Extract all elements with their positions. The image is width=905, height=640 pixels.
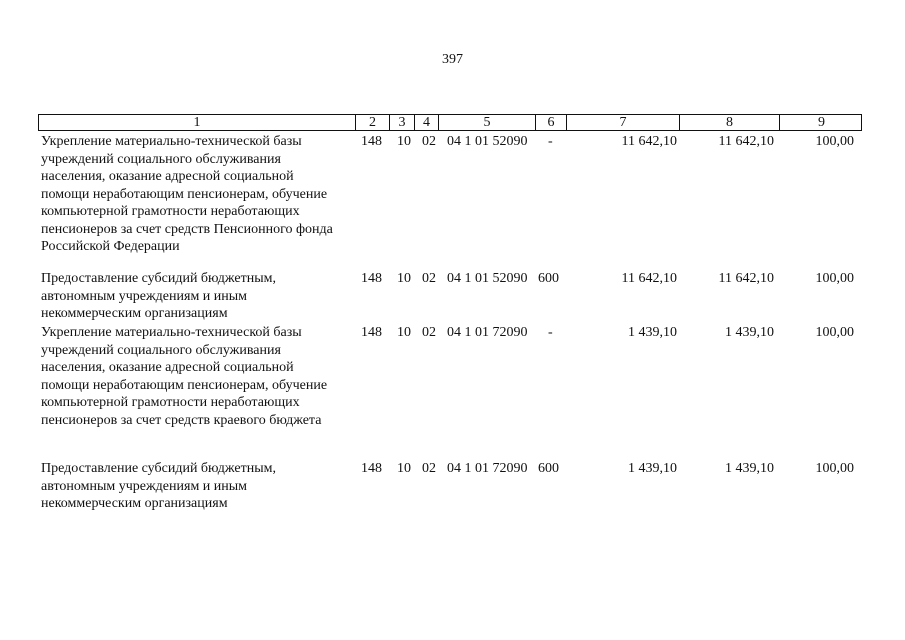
cell-col-9: 100,00 [815,134,854,149]
header-col-8: 8 [680,115,780,130]
row-description [41,133,361,256]
cell-col-9: 100,00 [815,461,854,476]
cell-col-7: 1 439,10 [628,461,677,476]
cell-col-8: 1 439,10 [725,325,774,340]
description-line: автономным учреждениям и иным [41,288,248,304]
cell-col-6: - [548,134,553,149]
cell-col-3: 10 [397,134,411,149]
table-header [38,114,862,131]
cell-col-9: 100,00 [815,325,854,340]
cell-col-2: 148 [361,461,382,476]
page-number: 397 [442,52,463,67]
cell-col-8: 11 642,10 [718,134,774,149]
header-col-5: 5 [439,115,536,130]
row-description [41,324,361,429]
cell-col-5: 04 1 01 52090 [447,271,528,286]
description-line: компьютерной грамотности неработающих [41,395,300,410]
header-col-6: 6 [536,115,567,130]
cell-col-4: 02 [422,271,436,286]
cell-col-6: 600 [538,271,559,286]
description-line: Укрепление материально-технической базы [41,134,302,149]
description-line: Укрепление материально-технической базы [41,325,302,340]
header-col-4: 4 [415,115,439,130]
description-line: некоммерческим организациям [41,306,228,321]
cell-col-6: 600 [538,461,559,476]
cell-col-4: 02 [422,134,436,149]
description-line: пенсионеров за счет средств краевого бюджета [41,412,322,428]
header-col-3: 3 [390,115,415,130]
header-col-7: 7 [567,115,680,130]
cell-col-7: 11 642,10 [621,134,677,149]
row-description [41,460,361,513]
description-line: пенсионеров за счет средств Пенсионного фонда [41,221,333,237]
cell-col-3: 10 [397,461,411,476]
cell-col-8: 1 439,10 [725,461,774,476]
cell-col-5: 04 1 01 52090 [447,134,528,149]
description-line: учреждений социального обслуживания [41,342,281,358]
cell-col-2: 148 [361,325,382,340]
description-line: автономным учреждениям и иным [41,478,248,494]
description-line: некоммерческим организациям [41,496,228,511]
cell-col-3: 10 [397,271,411,286]
description-line: учреждений социального обслуживания [41,151,281,167]
row-description [41,270,361,323]
description-line: населения, оказание адресной социальной [41,169,294,184]
description-line: Предоставление субсидий бюджетным, [41,271,277,286]
cell-col-5: 04 1 01 72090 [447,461,528,476]
cell-col-4: 02 [422,461,436,476]
cell-col-9: 100,00 [815,271,854,286]
cell-col-3: 10 [397,325,411,340]
cell-col-8: 11 642,10 [718,271,774,286]
description-line: помощи неработающим пенсионерам, обучение [41,186,328,202]
description-line: Российской Федерации [41,239,180,254]
description-line: Предоставление субсидий бюджетным, [41,461,277,476]
cell-col-6: - [548,325,553,340]
cell-col-7: 11 642,10 [621,271,677,286]
cell-col-2: 148 [361,134,382,149]
description-line: компьютерной грамотности неработающих [41,204,300,219]
header-col-2: 2 [356,115,390,130]
description-line: помощи неработающим пенсионерам, обучение [41,377,328,393]
cell-col-7: 1 439,10 [628,325,677,340]
cell-col-5: 04 1 01 72090 [447,325,528,340]
cell-col-2: 148 [361,271,382,286]
header-col-9: 9 [818,115,825,130]
header-col-1: 1 [39,115,356,130]
description-line: населения, оказание адресной социальной [41,360,294,375]
cell-col-4: 02 [422,325,436,340]
